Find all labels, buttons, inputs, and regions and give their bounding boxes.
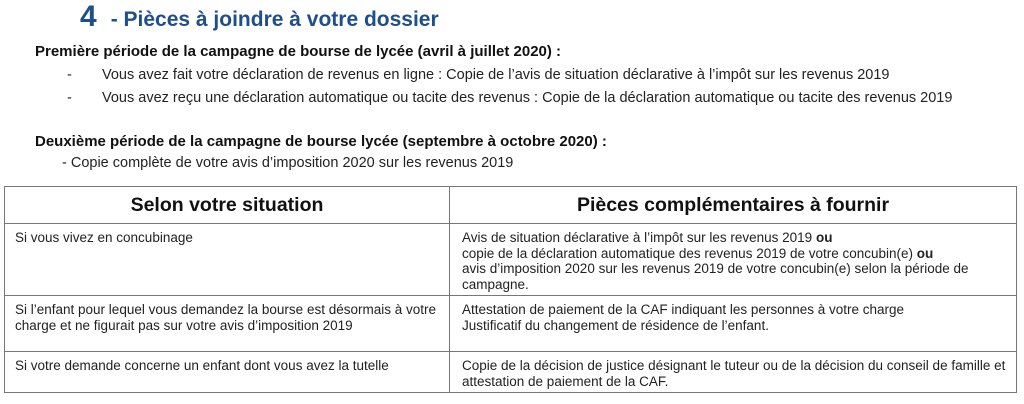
pieces-line: Avis de situation déclarative à l’impôt sur les revenus 2019 xyxy=(462,230,816,245)
table-header-row xyxy=(5,187,1017,224)
bullet-text: Vous avez reçu une déclaration automatique ou tacite des revenus : Copie de la déclaration automatique ou tacite des revenus 2019 xyxy=(102,90,953,106)
pieces-table xyxy=(4,186,1017,393)
pieces-line: Attestation de paiement de la CAF indiquant les personnes à votre charge xyxy=(462,302,905,317)
pieces-line: copie de la déclaration automatique des revenus 2019 de votre concubin(e) xyxy=(462,245,917,261)
section-title-text: - Pièces à joindre à votre dossier xyxy=(110,8,439,31)
header-pieces: Pièces complémentaires à fournir xyxy=(450,187,1017,224)
bullet-text: Vous avez fait votre déclaration de revenus en ligne : Copie de l’avis de situation déclarative à l’impôt sur les revenus 2019 xyxy=(102,67,890,83)
table-row xyxy=(5,352,1017,393)
pieces-line: avis d’imposition 2020 sur les revenus 2019 de votre concubin(e) selon la période de campagne. xyxy=(462,261,969,292)
ou-connector: ou xyxy=(916,245,934,261)
pieces-cell xyxy=(450,224,1017,296)
section-number: 4 xyxy=(80,0,97,33)
bullet-dash: - xyxy=(67,90,72,106)
header-situation: Selon votre situation xyxy=(5,187,450,224)
ou-connector: ou xyxy=(815,230,833,245)
situation-cell: Si vous vivez en concubinage xyxy=(5,224,450,296)
pieces-cell xyxy=(450,352,1017,393)
period2-item: - Copie complète de votre avis d’imposition 2020 sur les revenus 2019 xyxy=(62,155,514,171)
pieces-line: Copie de la décision de justice désignant le tuteur ou de la décision du conseil de famille et attestation de paiement de la CAF. xyxy=(462,358,1006,389)
pieces-cell xyxy=(450,296,1017,352)
situation-cell: Si votre demande concerne un enfant dont vous avez la tutelle xyxy=(5,352,450,393)
section-title xyxy=(80,0,439,40)
period1-heading: Première période de la campagne de bourse de lycée (avril à juillet 2020) : xyxy=(35,43,562,60)
bullet-dash: - xyxy=(67,67,72,83)
table-row xyxy=(5,224,1017,296)
pieces-line: Justificatif du changement de résidence de l’enfant. xyxy=(462,317,769,333)
period2-heading: Deuxième période de la campagne de bourse lycée (septembre à octobre 2020) : xyxy=(35,133,607,150)
table-row xyxy=(5,296,1017,352)
situation-cell: Si l’enfant pour lequel vous demandez la bourse est désormais à votre charge et ne figurait pas sur votre avis d’imposition 2019 xyxy=(5,296,450,352)
